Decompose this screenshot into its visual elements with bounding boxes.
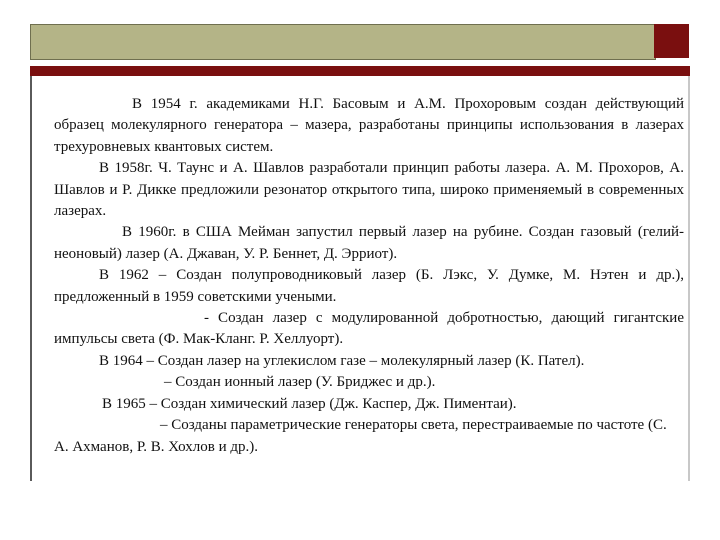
paragraph-1964: В 1964 – Создан лазер на углекислом газе – молекулярный лазер (К. Пател). — [99, 352, 585, 369]
corner-accent-square — [654, 24, 689, 58]
paragraph-1965: В 1965 – Создан химический лазер (Дж. Каспер, Дж. Пиментаи). — [102, 395, 517, 412]
paragraph-1960: В 1960г. в США Мейман запустил первый лазер на рубине. Создан газовый (гелий-неоновый) лазер (А. Джаван, У. Р. Беннет, Д. Эрриот). — [54, 224, 684, 262]
left-border-rule — [30, 76, 32, 481]
paragraph-q-switched: - Создан лазер с модулированной добротностью, дающий гигантские импульсы света (Ф. Мак-Кланг. Р. Хеллуорт). — [54, 310, 684, 348]
paragraph-1962: В 1962 – Создан полупроводниковый лазер (Б. Лэкс, У. Думке, М. Нэтен и др.), предложенный в 1959 советскими учеными. — [54, 267, 684, 305]
title-divider-line — [30, 66, 690, 76]
right-border-shadow — [688, 76, 690, 481]
paragraph-parametric: – Созданы параметрические генераторы света, перестраиваемые по частоте (С. А. Ахманов, Р. В. Хохлов и др.). — [54, 417, 667, 455]
paragraph-1954: В 1954 г. академиками Н.Г. Басовым и А.М. Прохоровым создан действующий образец молекулярного генератора – мазера, разработаны принципы использования в лазерах трехуровневых квантовых систем. — [54, 96, 684, 155]
paragraph-ion-laser: – Создан ионный лазер (У. Бриджес и др.). — [164, 374, 436, 391]
header-bar — [30, 24, 656, 60]
history-text-block — [54, 94, 684, 458]
paragraph-1958: В 1958г. Ч. Таунс и А. Шавлов разработали принцип работы лазера. А. М. Прохоров, А. Шавлов и Р. Дикке предложили резонатор открытого типа, широко применяемый в современных лазерах. — [54, 160, 684, 220]
